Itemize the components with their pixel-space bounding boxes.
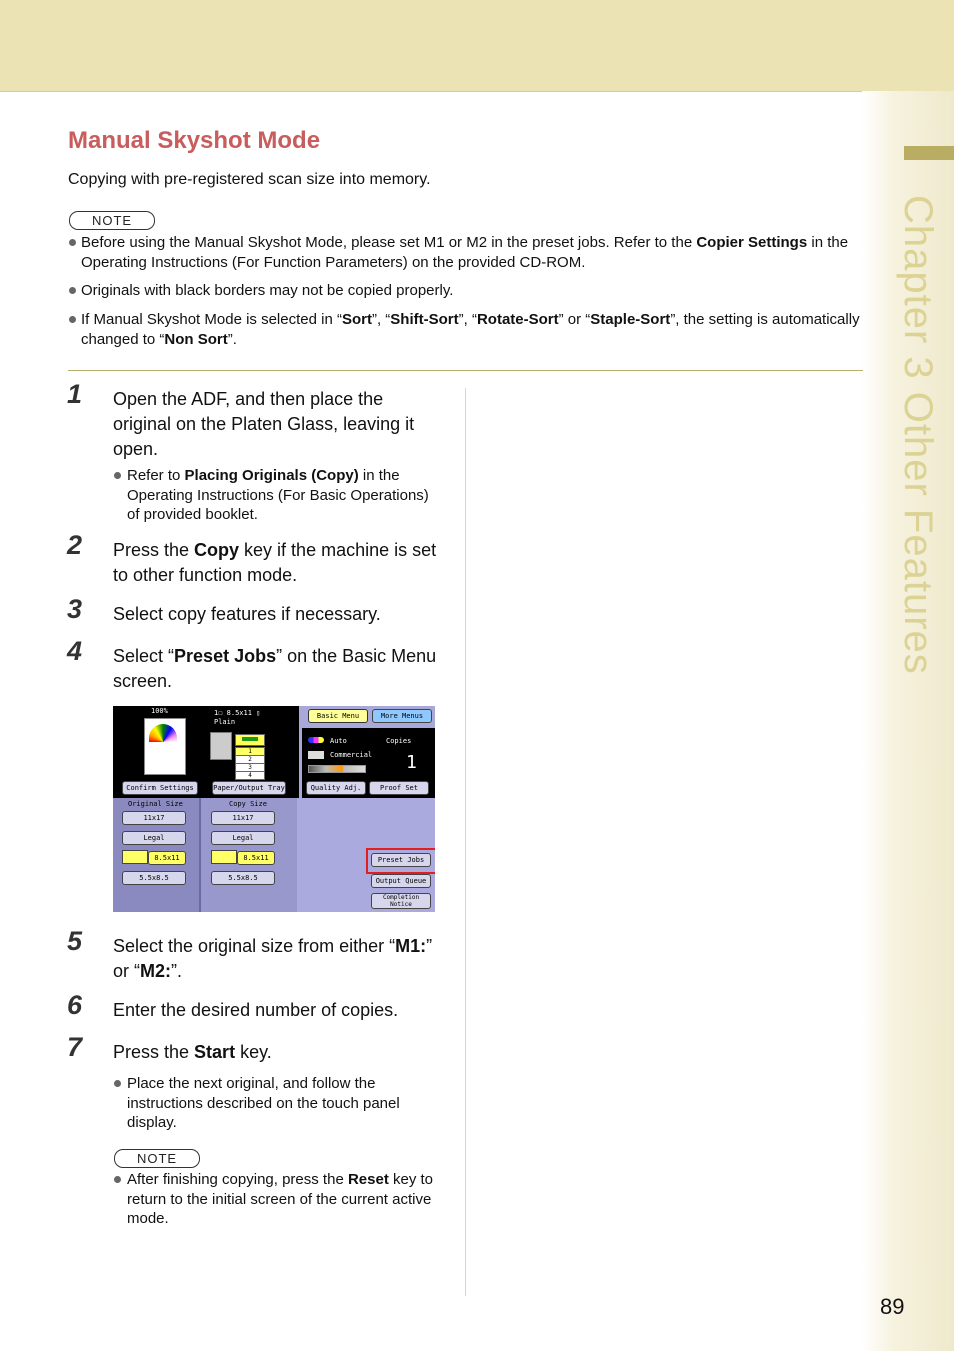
panel-settings-area <box>302 728 435 798</box>
step-text: Press the Start key. <box>113 1042 272 1062</box>
confirm-settings-button[interactable]: Confirm Settings <box>122 781 198 795</box>
step-number: 7 <box>67 1032 83 1062</box>
step-number: 4 <box>67 636 83 666</box>
preset-jobs-button[interactable]: Preset Jobs <box>371 853 431 867</box>
section-subtitle: Copying with pre-registered scan size into memory. <box>68 171 431 188</box>
bullet-icon <box>69 316 76 323</box>
quality-adj-button[interactable]: Quality Adj. <box>306 781 366 795</box>
note-badge: NOTE <box>114 1149 200 1168</box>
note-item: Originals with black borders may not be copied properly. <box>68 281 863 301</box>
tray-machine-icon <box>210 732 232 760</box>
header-band <box>0 0 954 92</box>
original-size-button[interactable]: 8.5x11 <box>148 851 186 865</box>
auto-label: Auto <box>330 737 347 745</box>
paper-preview <box>144 718 186 775</box>
bullet-icon <box>69 239 76 246</box>
paper-type: Plain <box>214 718 236 726</box>
tray-number: 1 <box>235 747 265 756</box>
step-text: Enter the desired number of copies. <box>113 1000 399 1020</box>
tray-indicator-icon <box>122 850 148 864</box>
step-text: Select “Preset Jobs” on the Basic Menu screen. <box>113 646 437 691</box>
copies-label: Copies <box>386 737 412 745</box>
note-item: Before using the Manual Skyshot Mode, please set M1 or M2 in the preset jobs. Refer to the Copier Settings in the Operating Instructions (For Function Parameters) on the provided CD-ROM. <box>68 233 863 253</box>
bullet-icon <box>114 472 121 479</box>
panel-preview-area <box>113 706 299 798</box>
tab-basic-menu[interactable]: Basic Menu <box>308 709 368 723</box>
tray-number: 3 <box>235 763 265 772</box>
step-number: 5 <box>67 926 83 956</box>
step-number: 3 <box>67 594 83 624</box>
copy-size-label: Copy Size <box>229 800 267 808</box>
step7-note: After finishing copying, press the Reset key to return to the initial screen of the current active mode. <box>113 1170 438 1190</box>
paper-info: 1☐ 8.5x11 ▯ <box>214 709 261 717</box>
touch-panel-screenshot <box>113 706 435 912</box>
step-number: 1 <box>67 379 83 409</box>
tray-number: 4 <box>235 771 265 780</box>
step-text: Select copy features if necessary. <box>113 604 381 624</box>
original-size-button[interactable]: 11x17 <box>122 811 186 825</box>
original-size-button[interactable]: Legal <box>122 831 186 845</box>
page-number: 89 <box>880 1294 905 1319</box>
copies-value: 1 <box>406 752 417 773</box>
step-number: 6 <box>67 990 83 1020</box>
original-type-icon <box>308 751 324 759</box>
step-subnote: Refer to Placing Originals (Copy) in the Operating Instructions (For Basic Operations) of provided booklet. <box>113 466 438 486</box>
copy-size-button[interactable]: Legal <box>211 831 275 845</box>
color-mode-icon <box>308 737 324 743</box>
rainbow-image-icon <box>149 724 177 742</box>
tray-indicator-icon <box>211 850 237 864</box>
original-size-button[interactable]: 5.5x8.5 <box>122 871 186 885</box>
proof-set-button[interactable]: Proof Set <box>369 781 429 795</box>
step-subnote: Place the next original, and follow the instructions described on the touch panel display. <box>113 1074 438 1094</box>
section-title: Manual Skyshot Mode <box>68 127 321 154</box>
chapter-title: Chapter 3 Other Features <box>896 195 940 675</box>
column-divider <box>465 388 466 1296</box>
original-size-label: Original Size <box>128 800 183 808</box>
paper-output-tray-button[interactable]: Paper/Output Tray <box>212 781 286 795</box>
copy-size-button[interactable]: 8.5x11 <box>237 851 275 865</box>
step-text: Press the Copy key if the machine is set to other function mode. <box>113 540 437 585</box>
bullet-icon <box>69 287 76 294</box>
tab-more-menus[interactable]: More Menus <box>372 709 432 723</box>
note-item: If Manual Skyshot Mode is selected in “Sort”, “Shift-Sort”, “Rotate-Sort” or “Staple-Sort”, the setting is automatically changed to “Non Sort”. <box>68 310 863 330</box>
step-number: 2 <box>67 530 83 560</box>
tray-number: 2 <box>235 755 265 764</box>
output-queue-button[interactable]: Output Queue <box>371 874 431 888</box>
zoom-label: 100% <box>151 707 168 715</box>
bullet-icon <box>114 1176 121 1183</box>
note-badge: NOTE <box>69 211 155 230</box>
commercial-label: Commercial <box>330 751 373 759</box>
completion-notice-button[interactable]: Completion Notice <box>371 893 431 909</box>
copy-size-button[interactable]: 5.5x8.5 <box>211 871 275 885</box>
step-text: Open the ADF, and then place the original on the Platen Glass, leaving it open. <box>113 389 415 459</box>
section-divider <box>68 370 863 371</box>
chapter-tab-mark <box>904 146 954 160</box>
bullet-icon <box>114 1080 121 1087</box>
original-size-column <box>113 798 199 912</box>
density-slider <box>308 765 366 773</box>
copy-size-button[interactable]: 11x17 <box>211 811 275 825</box>
copy-size-column <box>199 798 297 912</box>
output-arrow-icon <box>235 734 265 746</box>
highlight-box <box>366 848 435 874</box>
step-text: Select the original size from either “M1:” or “M2:”. <box>113 936 433 981</box>
